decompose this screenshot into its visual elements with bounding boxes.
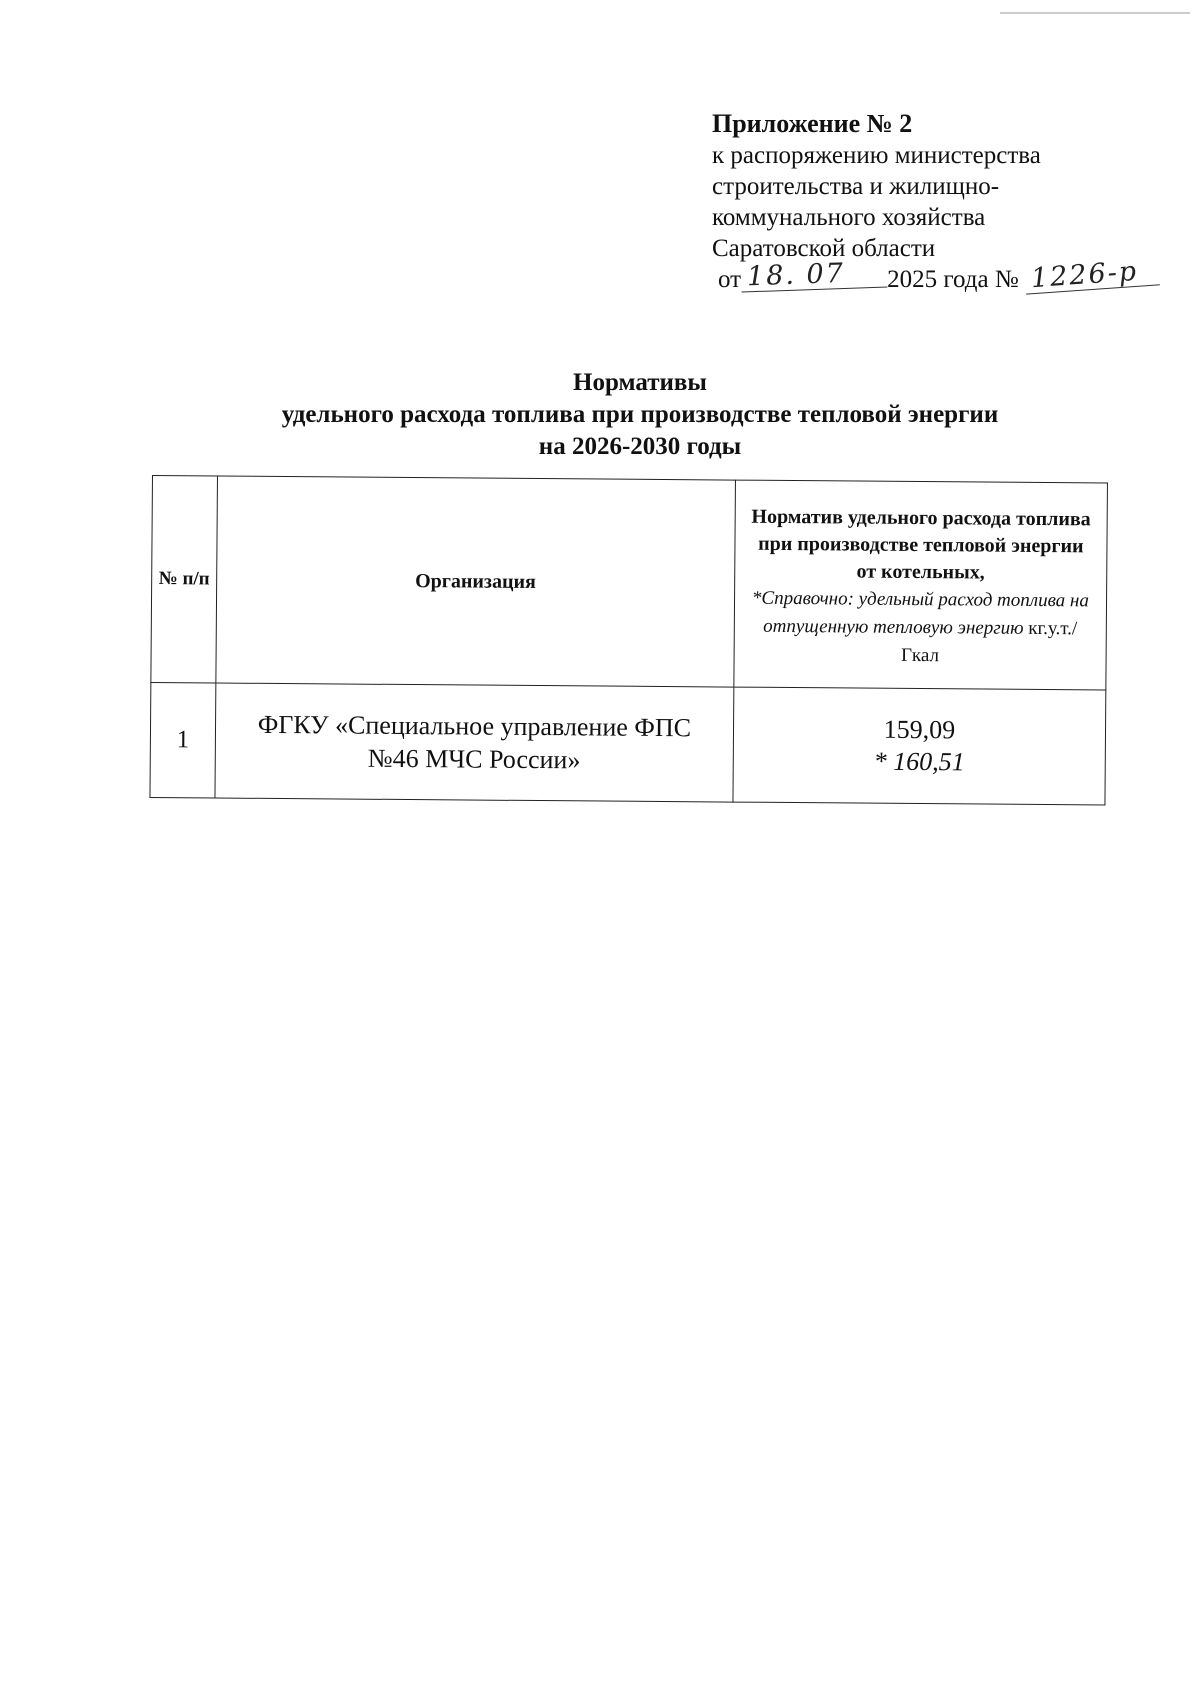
appendix-line-3: коммунального хозяйства xyxy=(712,204,986,231)
date-prefix: от xyxy=(718,266,742,293)
title-line-2: удельного расхода топлива при производстве тепловой энергии xyxy=(281,401,999,428)
row-norm-value xyxy=(733,687,1106,805)
header-norm-main: Норматив удельного расхода топлива при производстве тепловой энергии от котельных, xyxy=(751,505,1091,584)
scan-artifact xyxy=(1000,12,1190,14)
title-line-3: на 2026-2030 годы xyxy=(538,433,742,460)
title-line-1: Нормативы xyxy=(573,369,707,396)
handwritten-date: 18. 07 xyxy=(741,258,888,292)
header-norm-unit: кг.у.т./Гкал xyxy=(900,617,1078,666)
appendix-line-4: Саратовской области xyxy=(712,235,936,262)
header-number: № п/п xyxy=(151,476,218,684)
norm-reference-value: * 160,51 xyxy=(873,746,965,777)
appendix-heading: Приложение № 2 xyxy=(712,109,913,138)
header-norm-reference-text: *Справочно: удельный расход топлива на отпущенную тепловую энергию xyxy=(751,587,1089,639)
document-title xyxy=(150,367,1130,463)
norm-value: 159,09 xyxy=(883,714,956,745)
header-organization: Организация xyxy=(216,476,735,687)
decree-year: 2025 года № xyxy=(887,266,1019,293)
appendix-line-1: к распоряжению министерства xyxy=(712,142,1041,169)
row-organization: ФГКУ «Специальное управление ФПС №46 МЧС России» xyxy=(215,683,734,802)
row-number: 1 xyxy=(150,682,216,798)
table-row xyxy=(150,682,1106,804)
norms-table xyxy=(149,475,1108,805)
handwritten-decree-number: 1226-р xyxy=(1024,256,1160,294)
appendix-block xyxy=(712,108,1139,295)
table-header-row xyxy=(151,476,1108,690)
header-norm-reference xyxy=(746,584,1094,671)
header-norm xyxy=(734,480,1108,690)
decree-date-line xyxy=(718,255,1139,295)
appendix-line-2: строительства и жилищно- xyxy=(712,173,1000,200)
